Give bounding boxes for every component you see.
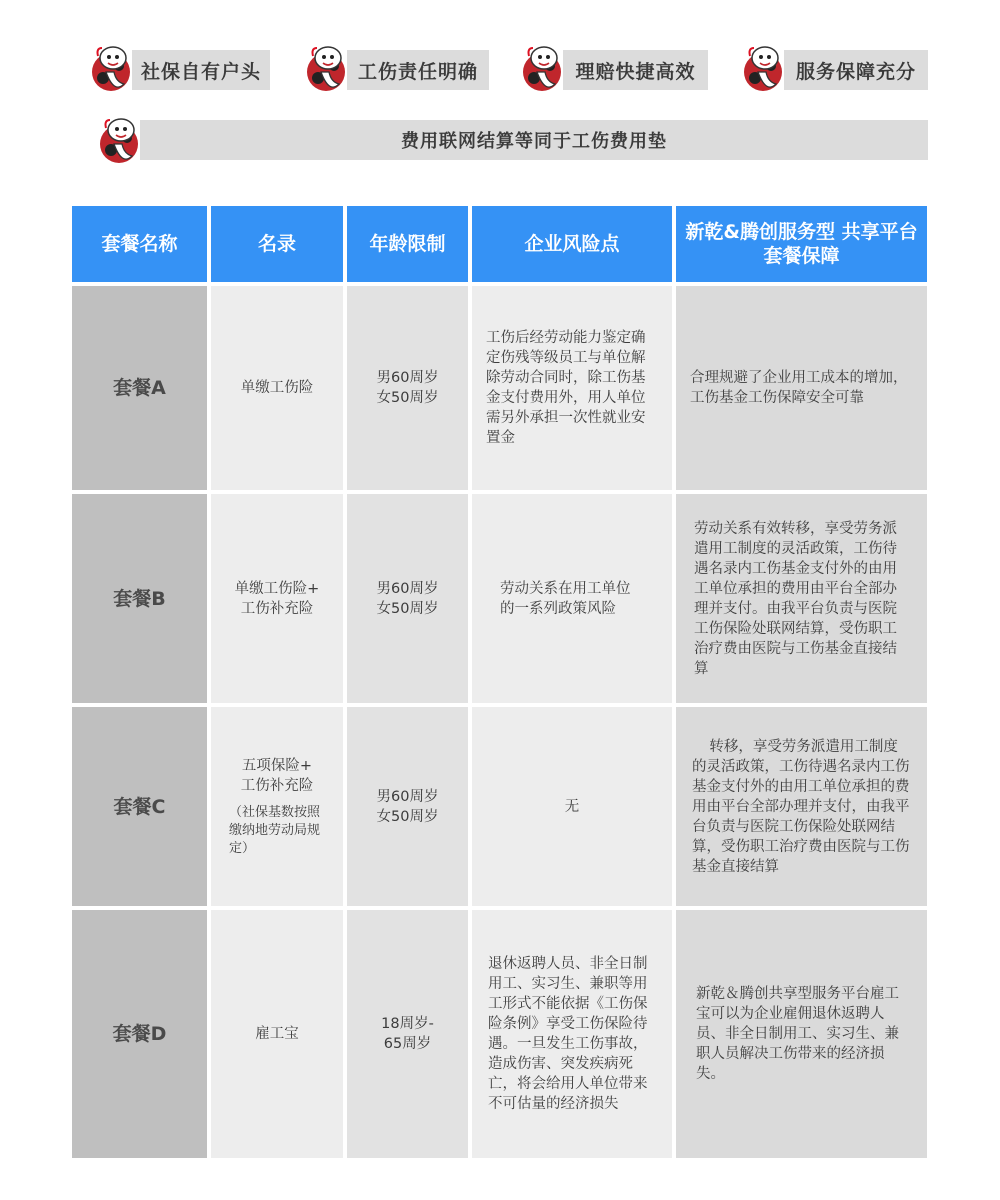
age-line1: 男60周岁 [376,580,439,597]
feature-badge-label: 费用联网结算等同于工伤费用垫 [140,120,928,160]
age-cell [347,707,468,906]
risk-text: 工伤后经劳动能力鉴定确定伤残等级员工与单位解除劳动合同时，除工伤基金支付费用外，用人单位需另外承担一次性就业安置金 [486,330,646,446]
feature-badge-label: 服务保障充分 [784,50,928,90]
feature-badge-label: 社保自有户头 [132,50,270,90]
age-line2: 65周岁 [383,1036,432,1052]
guarantee-text: 新乾＆腾创共享型服务平台雇工宝可以为企业雇佣退休返聘人员、非全日制用工、实习生、兼职人员解决工伤带来的经济损失。 [696,986,899,1082]
feature-badge-2 [301,50,489,90]
package-name-cell: 套餐C [72,707,207,906]
roster-line1: 五项保险+ [241,757,313,774]
guarantee-cell [676,707,927,906]
feature-badge-4 [738,50,928,90]
header-age-limit: 年龄限制 [347,206,468,282]
risk-cell [472,910,672,1158]
header-guarantee [676,206,927,282]
roster-line2: 工伤补充险 [240,777,314,794]
age-line2: 女50周岁 [376,808,439,825]
guarantee-cell [676,910,927,1158]
roster-line1: 单缴工伤险+ [234,580,320,597]
risk-text: 退休返聘人员、非全日制用工、实习生、兼职等用工形式不能依据《工伤保险条例》享受工伤保险待遇。一旦发生工伤事故，造成伤害、突发疾病死亡，将会给用人单位带来不可估量的经济损失 [488,956,648,1112]
feature-badge-5 [94,120,928,160]
guarantee-cell [676,286,927,490]
age-cell [347,494,468,703]
roster-cell: 雇工宝 [211,910,343,1158]
feature-badge-1 [86,50,270,90]
header-guarantee-line1: 新乾&腾创服务型 [685,221,835,243]
roster-cell [211,707,343,906]
mascot-icon [86,42,136,96]
age-line1: 18周岁- [381,1016,434,1032]
guarantee-text: 转移，享受劳务派遣用工制度的灵活政策，工伤待遇名录内工伤基金支付外的由用工单位承担的费用由平台全部办理并支付，由我平台负责与医院工伤保险处联网结算，受伤职工治疗费由医院与工伤基金直接结算 [692,738,910,875]
guarantee-cell [676,494,927,703]
roster-cell: 单缴工伤险 [211,286,343,490]
feature-badge-3 [517,50,708,90]
header-roster: 名录 [211,206,343,282]
mascot-icon [94,114,144,168]
package-name-cell: 套餐B [72,494,207,703]
header-package-name: 套餐名称 [72,206,207,282]
mascot-icon [517,42,567,96]
roster-note: （社保基数按照缴纳地劳动局规定） [229,804,321,856]
age-cell [347,910,468,1158]
risk-cell [472,494,672,703]
risk-text: 劳动关系在用工单位的一系列政策风险 [500,580,631,617]
roster-cell [211,494,343,703]
age-line2: 女50周岁 [376,390,439,406]
age-line1: 男60周岁 [376,788,439,805]
header-guarantee-line2: 共享平台套餐保障 [763,221,918,267]
guarantee-text: 合理规避了企业用工成本的增加，工伤基金工伤保障安全可靠 [690,370,908,406]
risk-cell: 无 [472,707,672,906]
package-name-cell: 套餐A [72,286,207,490]
feature-badge-label: 工伤责任明确 [347,50,489,90]
age-line2: 女50周岁 [376,600,439,617]
age-line1: 男60周岁 [376,370,439,386]
header-risk: 企业风险点 [472,206,672,282]
guarantee-text: 劳动关系有效转移，享受劳务派遣用工制度的灵活政策，工伤待遇名录内工伤基金支付外的由用工单位承担的费用由平台全部办理并支付。由我平台负责与医院工伤保险处联网结算，受伤职工治疗费由医院与工伤基金直接结算 [694,520,897,677]
age-cell [347,286,468,490]
roster-line2: 工伤补充险 [240,600,314,617]
feature-badge-label: 理赔快捷高效 [563,50,708,90]
package-name-cell: 套餐D [72,910,207,1158]
mascot-icon [301,42,351,96]
mascot-icon [738,42,788,96]
risk-cell [472,286,672,490]
